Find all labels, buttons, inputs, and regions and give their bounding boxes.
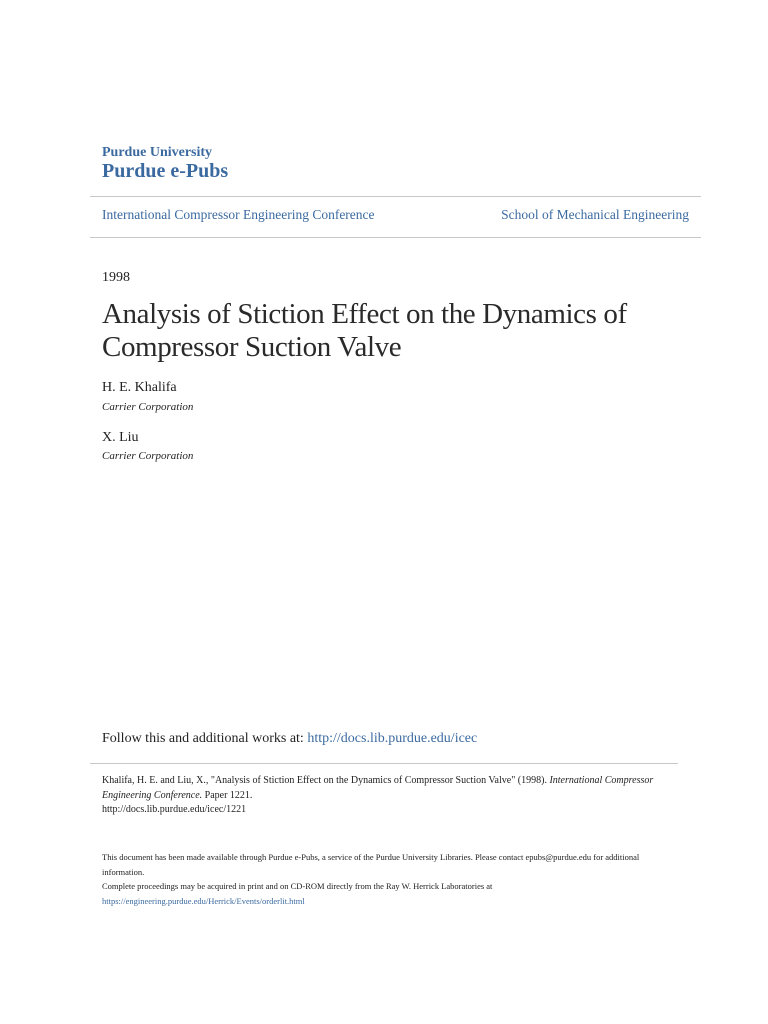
paper-title: [102, 298, 702, 364]
citation-divider: [90, 763, 678, 764]
notice-proceedings-text: Complete proceedings may be acquired in print and on CD-ROM directly from the Ray W. Herrick Laboratories at: [102, 881, 493, 891]
citation-block: [102, 774, 682, 818]
conference-link[interactable]: International Compressor Engineering Conference: [102, 207, 375, 222]
publication-year: 1998: [102, 270, 130, 285]
paper-title-line-1: Analysis of Stiction Effect on the Dynamics of: [102, 298, 627, 330]
citation-url: http://docs.lib.purdue.edu/icec/1221: [102, 804, 247, 815]
paper-title-line-2: Compressor Suction Valve: [102, 331, 402, 363]
header-divider-top: [90, 196, 701, 197]
notice-proceedings: [102, 879, 682, 908]
author-name: X. Liu: [102, 430, 139, 445]
herrick-orderlit-link[interactable]: https://engineering.purdue.edu/Herrick/Events/orderlit.html: [102, 895, 305, 906]
citation-journal: International Compressor Engineering Conference.: [102, 775, 654, 801]
author-affiliation: Carrier Corporation: [102, 401, 194, 413]
follow-label: Follow this and additional works at:: [102, 731, 308, 746]
citation-paper-number: Paper 1221.: [202, 789, 253, 801]
author-name: H. E. Khalifa: [102, 380, 177, 395]
university-name: Purdue University: [102, 145, 213, 160]
notice-block: [102, 850, 682, 908]
follow-line: [102, 731, 477, 747]
repository-link[interactable]: Purdue e-Pubs: [102, 160, 229, 182]
notice-availability: This document has been made available through Purdue e-Pubs, a service of the Purdue University Libraries. Please contact epubs@purdue.edu for additional information.: [102, 852, 640, 877]
author-affiliation: Carrier Corporation: [102, 450, 194, 462]
header-divider-bottom: [90, 237, 701, 238]
citation-text: Khalifa, H. E. and Liu, X., "Analysis of Stiction Effect on the Dynamics of Compressor Suction Valve" (1998).: [102, 775, 550, 786]
follow-url-link[interactable]: http://docs.lib.purdue.edu/icec: [307, 731, 478, 746]
school-link[interactable]: School of Mechanical Engineering: [501, 207, 689, 222]
